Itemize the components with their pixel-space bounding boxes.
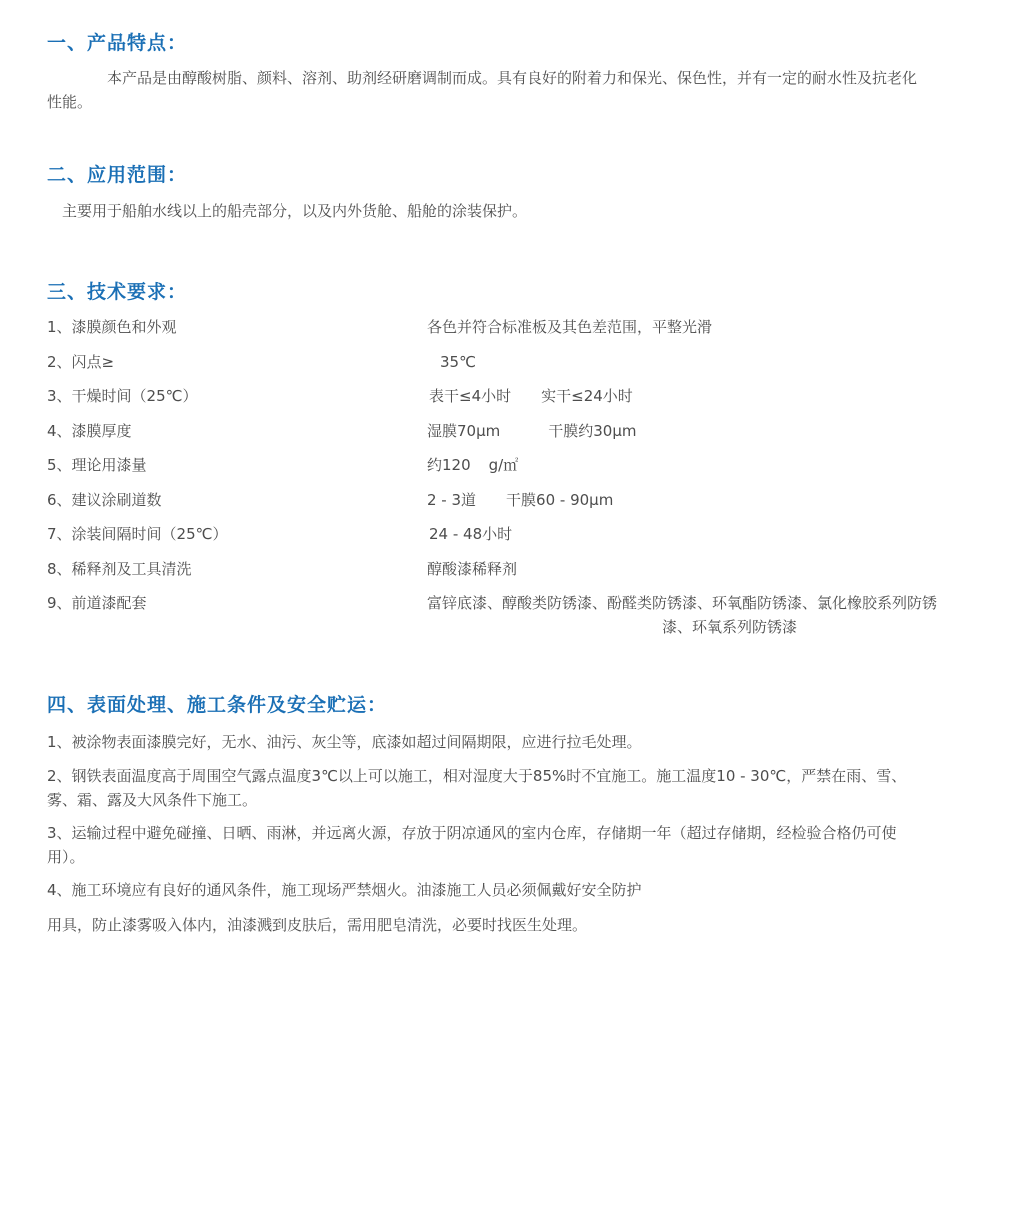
spec-value-secondary: 干膜60 - 90μm [506,491,614,509]
section-title-surface-treatment: 四、表面处理、施工条件及安全贮运： [47,694,388,716]
spec-value: 各色并符合标准板及其色差范围，平整光滑 [427,318,713,336]
spec-row [47,557,987,581]
spec-label: 3、干燥时间（25℃） [47,387,198,405]
spec-value: 24 - 48小时 [429,525,513,543]
spec-label: 2、闪点≥ [47,353,115,371]
applications-text: 主要用于船舶水线以上的船壳部分，以及内外货舱、船舱的涂装保护。 [62,202,528,220]
spec-value-secondary: 漆、环氧系列防锈漆 [662,618,798,636]
treatment-item: 2、钢铁表面温度高于周围空气露点温度3℃以上可以施工，相对湿度大于85%时不宜施工。施工温度10 - 30℃，严禁在雨、雪、 [47,767,907,785]
spec-value [427,453,518,477]
spec-value-secondary: g/㎡ [488,456,519,474]
treatment-item: 1、被涂物表面漆膜完好，无水、油污、灰尘等，底漆如超过间隔期限，应进行拉毛处理。 [47,733,642,751]
spec-value-primary: 湿膜70μm [427,422,501,440]
spec-row [47,315,987,339]
spec-label: 9、前道漆配套 [47,594,147,612]
spec-value-secondary: 实干≤24小时 [541,387,633,405]
spec-label: 1、漆膜颜色和外观 [47,318,177,336]
spec-row [47,419,987,443]
treatment-item: 4、施工环境应有良好的通风条件，施工现场严禁烟火。油漆施工人员必须佩戴好安全防护 [47,881,642,899]
spec-row [47,384,987,408]
section-title-applications: 二、应用范围： [47,164,188,186]
treatment-item-continued: 用具，防止漆雾吸入体内，油漆溅到皮肤后，需用肥皂清洗，必要时找医生处理。 [47,916,588,934]
spec-label: 5、理论用漆量 [47,456,147,474]
treatment-item: 3、运输过程中避免碰撞、日晒、雨淋，并远离火源，存放于阴凉通风的室内仓库，存储期一年（超过存储期，经检验合格仍可使 [47,824,897,842]
spec-row [47,453,987,477]
spec-value [429,384,633,408]
spec-label: 7、涂装间隔时间（25℃） [47,525,228,543]
spec-label: 8、稀释剂及工具清洗 [47,560,192,578]
features-text-line1: 本产品是由醇酸树脂、颜料、溶剂、助剂经研磨调制而成。具有良好的附着力和保光、保色性，并有一定的耐水性及抗老化 [107,69,918,87]
section-title-features: 一、产品特点： [47,32,188,54]
spec-value-primary: 表干≤4小时 [429,387,512,405]
section-title-technical-requirements: 三、技术要求： [47,281,188,303]
features-text-line2: 性能。 [47,93,93,111]
spec-value-primary: 2 - 3道 [427,491,477,509]
spec-label: 4、漆膜厚度 [47,422,132,440]
spec-value-secondary: 干膜约30μm [548,422,637,440]
spec-label: 6、建议涂刷道数 [47,491,162,509]
spec-value [427,488,613,512]
spec-value: 醇酸漆稀释剂 [427,560,518,578]
spec-value [427,591,987,639]
spec-value-primary: 约120 [427,456,471,474]
treatment-item-continued: 用）。 [47,848,85,866]
spec-row [47,350,987,374]
spec-row [47,591,987,639]
spec-row [47,488,987,512]
spec-value: 35℃ [440,353,476,371]
spec-row [47,522,987,546]
spec-value [427,419,637,443]
treatment-item-continued: 雾、霜、露及大风条件下施工。 [47,791,258,809]
spec-value-primary: 富锌底漆、醇酸类防锈漆、酚醛类防锈漆、环氧酯防锈漆、氯化橡胶系列防锈 [427,594,938,612]
